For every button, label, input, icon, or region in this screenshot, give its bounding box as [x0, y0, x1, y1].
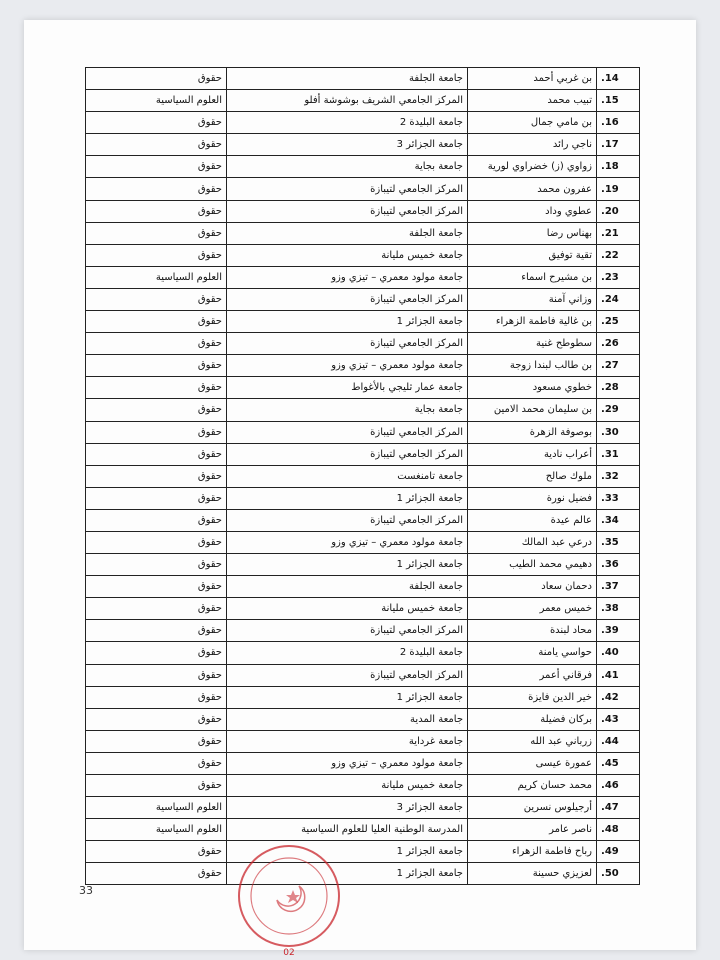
name-cell: بن مشيرح اسماء [468, 266, 597, 288]
field-cell: حقوق [86, 311, 227, 333]
number-cell: 27. [597, 355, 640, 377]
university-cell: جامعة الجزائر 3 [227, 134, 468, 156]
table-row [86, 333, 640, 355]
field-cell: العلوم السياسية [86, 266, 227, 288]
number-cell: 16. [597, 112, 640, 134]
table-row [86, 399, 640, 421]
name-cell: لعزيزي حسينة [468, 863, 597, 885]
field-cell: حقوق [86, 686, 227, 708]
university-cell: جامعة الجزائر 1 [227, 863, 468, 885]
field-cell: حقوق [86, 134, 227, 156]
field-cell: حقوق [86, 421, 227, 443]
field-cell: حقوق [86, 465, 227, 487]
field-cell: حقوق [86, 664, 227, 686]
table-row [86, 68, 640, 90]
number-cell: 23. [597, 266, 640, 288]
table-row [86, 531, 640, 553]
number-cell: 20. [597, 200, 640, 222]
university-cell: جامعة المدية [227, 708, 468, 730]
table-row [86, 311, 640, 333]
table-row [86, 355, 640, 377]
number-cell: 35. [597, 531, 640, 553]
field-cell: حقوق [86, 68, 227, 90]
number-cell: 18. [597, 156, 640, 178]
field-cell: العلوم السياسية [86, 90, 227, 112]
participants-table-body [86, 68, 640, 885]
field-cell: حقوق [86, 576, 227, 598]
university-cell: المركز الجامعي لتيبازة [227, 333, 468, 355]
name-cell: بن سليمان محمد الامين [468, 399, 597, 421]
number-cell: 17. [597, 134, 640, 156]
number-cell: 39. [597, 620, 640, 642]
table-row [86, 222, 640, 244]
name-cell: تقية توفيق [468, 244, 597, 266]
name-cell: بن مامي جمال [468, 112, 597, 134]
university-cell: المركز الجامعي لتيبازة [227, 620, 468, 642]
university-cell: المدرسة الوطنية العليا للعلوم السياسية [227, 819, 468, 841]
university-cell: جامعة الجزائر 3 [227, 797, 468, 819]
name-cell: عالم عيدة [468, 509, 597, 531]
table-row [86, 421, 640, 443]
name-cell: دحمان سعاد [468, 576, 597, 598]
table-row [86, 797, 640, 819]
name-cell: محمد حسان كريم [468, 775, 597, 797]
university-cell: جامعة مولود معمري – تيزي وزو [227, 531, 468, 553]
table-row [86, 487, 640, 509]
university-cell: جامعة مولود معمري – تيزي وزو [227, 355, 468, 377]
document-page [24, 20, 696, 958]
field-cell: حقوق [86, 509, 227, 531]
field-cell: حقوق [86, 200, 227, 222]
number-cell: 37. [597, 576, 640, 598]
number-cell: 31. [597, 443, 640, 465]
field-cell: حقوق [86, 598, 227, 620]
name-cell: ملوك صالح [468, 465, 597, 487]
university-cell: جامعة البليدة 2 [227, 642, 468, 664]
university-cell: جامعة تامنغست [227, 465, 468, 487]
university-cell: جامعة بجاية [227, 156, 468, 178]
participants-table [85, 67, 640, 885]
number-cell: 40. [597, 642, 640, 664]
number-cell: 33. [597, 487, 640, 509]
field-cell: حقوق [86, 333, 227, 355]
name-cell: أعراب نادية [468, 443, 597, 465]
stamp-number: 02 [283, 948, 295, 958]
university-cell: جامعة الجزائر 1 [227, 487, 468, 509]
university-cell: المركز الجامعي لتيبازة [227, 443, 468, 465]
field-cell: حقوق [86, 730, 227, 752]
name-cell: زرباني عبد الله [468, 730, 597, 752]
university-cell: المركز الجامعي لتيبازة [227, 288, 468, 310]
table-row [86, 752, 640, 774]
number-cell: 22. [597, 244, 640, 266]
number-cell: 45. [597, 752, 640, 774]
table-row [86, 730, 640, 752]
table-row [86, 377, 640, 399]
number-cell: 28. [597, 377, 640, 399]
number-cell: 29. [597, 399, 640, 421]
university-cell: جامعة الجلفة [227, 222, 468, 244]
name-cell: درعي عبد المالك [468, 531, 597, 553]
university-cell: المركز الجامعي لتيبازة [227, 664, 468, 686]
name-cell: حواسي يامنة [468, 642, 597, 664]
field-cell: حقوق [86, 642, 227, 664]
name-cell: ناجي رائد [468, 134, 597, 156]
field-cell: حقوق [86, 156, 227, 178]
field-cell: حقوق [86, 775, 227, 797]
field-cell: حقوق [86, 443, 227, 465]
name-cell: فضيل نورة [468, 487, 597, 509]
field-cell: حقوق [86, 752, 227, 774]
name-cell: محاد لبندة [468, 620, 597, 642]
university-cell: جامعة الجزائر 1 [227, 841, 468, 863]
name-cell: أرجيلوس نسرين [468, 797, 597, 819]
table-row [86, 112, 640, 134]
table-row [86, 200, 640, 222]
university-cell: جامعة خميس مليانة [227, 244, 468, 266]
field-cell: حقوق [86, 863, 227, 885]
university-cell: جامعة الجلفة [227, 68, 468, 90]
table-row [86, 576, 640, 598]
university-cell: جامعة غرداية [227, 730, 468, 752]
number-cell: 50. [597, 863, 640, 885]
table-row [86, 841, 640, 863]
table-row [86, 156, 640, 178]
field-cell: حقوق [86, 355, 227, 377]
name-cell: خطوي مسعود [468, 377, 597, 399]
field-cell: حقوق [86, 377, 227, 399]
table-row [86, 288, 640, 310]
table-row [86, 775, 640, 797]
number-cell: 42. [597, 686, 640, 708]
name-cell: عطوي وداد [468, 200, 597, 222]
number-cell: 34. [597, 509, 640, 531]
name-cell: بن غالية فاطمة الزهراء [468, 311, 597, 333]
table-row [86, 863, 640, 885]
field-cell: حقوق [86, 244, 227, 266]
university-cell: المركز الجامعي لتيبازة [227, 200, 468, 222]
university-cell: جامعة الجزائر 1 [227, 311, 468, 333]
number-cell: 14. [597, 68, 640, 90]
number-cell: 48. [597, 819, 640, 841]
university-cell: جامعة خميس مليانة [227, 598, 468, 620]
number-cell: 32. [597, 465, 640, 487]
table-row [86, 598, 640, 620]
name-cell: سطوطح غنية [468, 333, 597, 355]
table-row [86, 819, 640, 841]
name-cell: عفرون محمد [468, 178, 597, 200]
field-cell: العلوم السياسية [86, 797, 227, 819]
number-cell: 21. [597, 222, 640, 244]
field-cell: حقوق [86, 288, 227, 310]
number-cell: 43. [597, 708, 640, 730]
table-row [86, 509, 640, 531]
name-cell: خميس معمر [468, 598, 597, 620]
field-cell: حقوق [86, 112, 227, 134]
university-cell: جامعة البليدة 2 [227, 112, 468, 134]
field-cell: حقوق [86, 399, 227, 421]
name-cell: فرقاني أعمر [468, 664, 597, 686]
name-cell: بهناس رضا [468, 222, 597, 244]
number-cell: 49. [597, 841, 640, 863]
university-cell: المركز الجامعي لتيبازة [227, 178, 468, 200]
number-cell: 30. [597, 421, 640, 443]
university-cell: المركز الجامعي الشريف بوشوشة أفلو [227, 90, 468, 112]
name-cell: بركان فضيلة [468, 708, 597, 730]
table-row [86, 620, 640, 642]
name-cell: بوصوفة الزهرة [468, 421, 597, 443]
table-row [86, 708, 640, 730]
name-cell: بن غربي أحمد [468, 68, 597, 90]
table-row [86, 90, 640, 112]
number-cell: 38. [597, 598, 640, 620]
table-row [86, 134, 640, 156]
table-row [86, 266, 640, 288]
university-cell: جامعة خميس مليانة [227, 775, 468, 797]
number-cell: 15. [597, 90, 640, 112]
name-cell: خير الدين فايزة [468, 686, 597, 708]
name-cell: رباح فاطمة الزهراء [468, 841, 597, 863]
number-cell: 25. [597, 311, 640, 333]
number-cell: 47. [597, 797, 640, 819]
number-cell: 26. [597, 333, 640, 355]
table-row [86, 642, 640, 664]
field-cell: حقوق [86, 531, 227, 553]
university-cell: جامعة مولود معمري – تيزي وزو [227, 266, 468, 288]
official-stamp [229, 840, 349, 960]
name-cell: عمورة عيسى [468, 752, 597, 774]
university-cell: جامعة عمار ثليجي بالأغواط [227, 377, 468, 399]
name-cell: ناصر عامر [468, 819, 597, 841]
field-cell: حقوق [86, 487, 227, 509]
university-cell: جامعة بجاية [227, 399, 468, 421]
field-cell: حقوق [86, 620, 227, 642]
number-cell: 36. [597, 554, 640, 576]
field-cell: العلوم السياسية [86, 819, 227, 841]
field-cell: حقوق [86, 222, 227, 244]
table-row [86, 443, 640, 465]
name-cell: تبيب محمد [468, 90, 597, 112]
number-cell: 24. [597, 288, 640, 310]
number-cell: 19. [597, 178, 640, 200]
name-cell: بن طالب لبندا زوجة [468, 355, 597, 377]
table-row [86, 465, 640, 487]
number-cell: 41. [597, 664, 640, 686]
field-cell: حقوق [86, 841, 227, 863]
field-cell: حقوق [86, 708, 227, 730]
university-cell: المركز الجامعي لتيبازة [227, 421, 468, 443]
number-cell: 44. [597, 730, 640, 752]
table-row [86, 244, 640, 266]
page-number: 33 [79, 884, 93, 897]
table-row [86, 686, 640, 708]
university-cell: جامعة الجلفة [227, 576, 468, 598]
name-cell: زواوي (ز) خضراوي لورية [468, 156, 597, 178]
name-cell: دهيمي محمد الطيب [468, 554, 597, 576]
table-row [86, 664, 640, 686]
name-cell: وزاني آمنة [468, 288, 597, 310]
number-cell: 46. [597, 775, 640, 797]
university-cell: جامعة الجزائر 1 [227, 554, 468, 576]
university-cell: جامعة مولود معمري – تيزي وزو [227, 752, 468, 774]
field-cell: حقوق [86, 178, 227, 200]
university-cell: المركز الجامعي لتيبازة [227, 509, 468, 531]
table-row [86, 554, 640, 576]
table-row [86, 178, 640, 200]
field-cell: حقوق [86, 554, 227, 576]
university-cell: جامعة الجزائر 1 [227, 686, 468, 708]
